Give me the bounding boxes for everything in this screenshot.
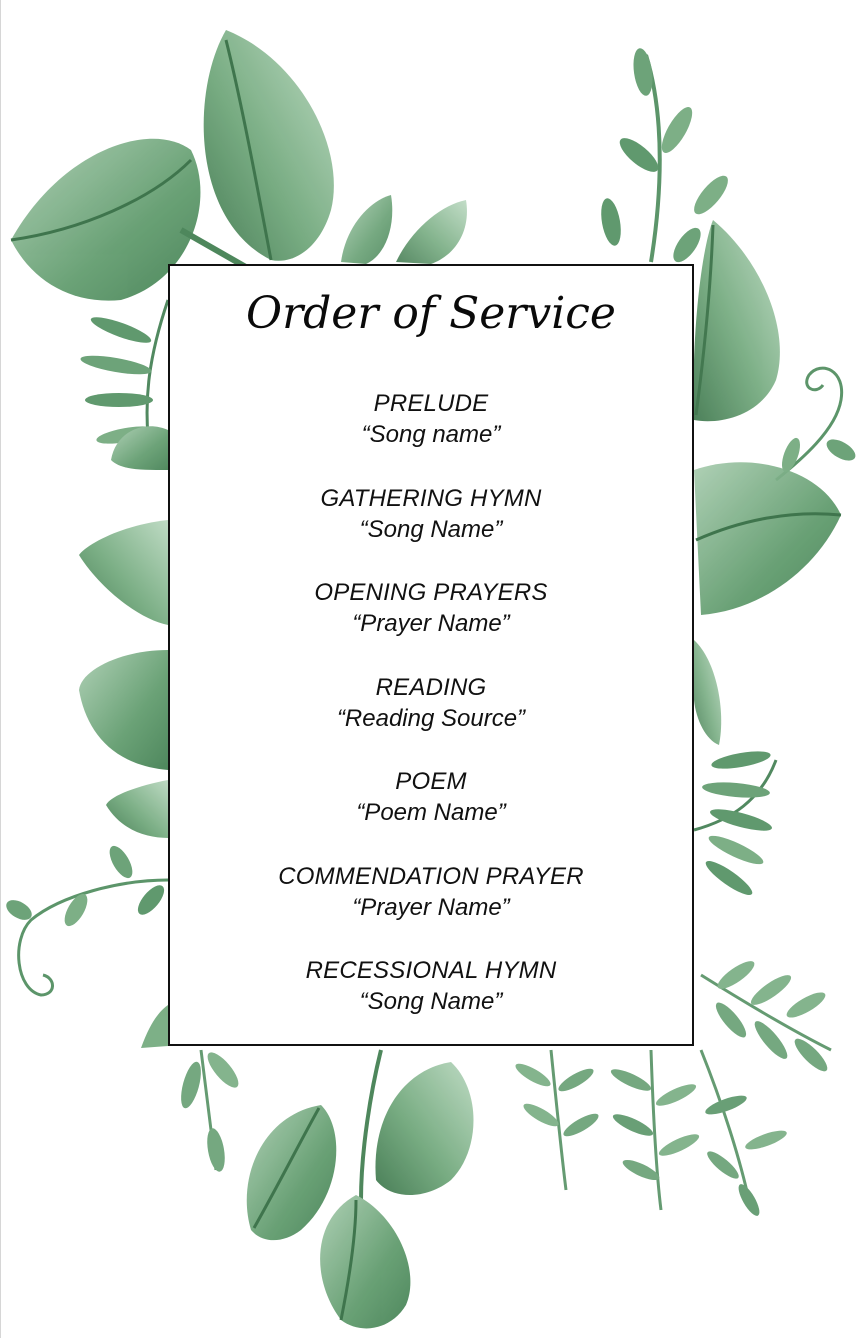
program-title: Order of Service — [246, 288, 616, 339]
program-item-detail: “Prayer Name” — [352, 610, 510, 637]
program-item-heading: READING — [375, 673, 487, 701]
tendril-left — [3, 842, 169, 1048]
program-item-opening-prayers — [170, 577, 692, 672]
fern-lower-right — [701, 957, 832, 1076]
program-item-prelude — [170, 388, 692, 483]
leaf-right-lower — [694, 640, 721, 745]
leaves-bottom-center — [247, 1050, 474, 1328]
program-item-detail: “Song name” — [361, 421, 501, 448]
leaf-right-upper — [693, 220, 779, 421]
program-item-heading: OPENING PRAYERS — [314, 579, 548, 606]
tendril-right — [776, 368, 859, 480]
program-item-heading: GATHERING HYMN — [320, 484, 542, 512]
leaf-right-middle — [694, 462, 841, 615]
leaf-top-small — [341, 195, 467, 264]
program-item-recessional-hymn — [170, 955, 692, 1050]
program-item-reading — [170, 672, 692, 767]
fern-right — [694, 748, 776, 900]
program-items-list — [170, 388, 692, 1050]
sprig-bottom-left — [177, 1048, 243, 1173]
leaf-top-center — [204, 30, 334, 261]
program-card — [168, 264, 694, 1046]
program-item-heading: PRELUDE — [373, 390, 489, 417]
program-item-heading: POEM — [395, 768, 467, 795]
fern-bottom-right — [513, 1050, 789, 1219]
fern-left-upper — [79, 300, 168, 470]
program-item-heading: RECESSIONAL HYMN — [305, 957, 557, 984]
program-item-detail: “Song Name” — [359, 515, 503, 543]
program-item-detail: “Song Name” — [359, 988, 503, 1015]
program-item-heading: COMMENDATION PRAYER — [278, 862, 584, 890]
program-item-detail: “Prayer Name” — [352, 893, 510, 921]
program-item-commendation-prayer — [170, 861, 692, 956]
leaf-left-middle — [79, 520, 168, 838]
program-item-poem — [170, 766, 692, 861]
program-item-detail: “Reading Source” — [336, 704, 526, 732]
program-item-detail: “Poem Name” — [356, 799, 506, 826]
program-item-gathering-hymn — [170, 483, 692, 578]
